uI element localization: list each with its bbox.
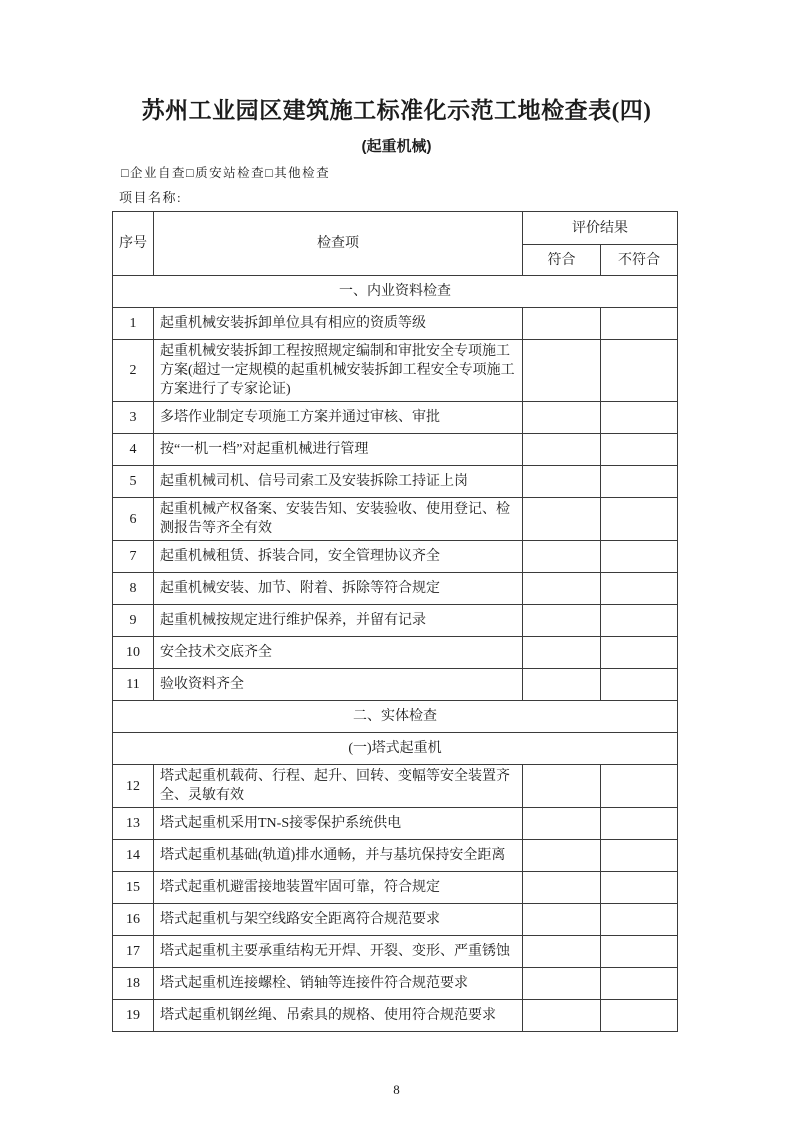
checklist-table bbox=[112, 211, 678, 1032]
pass-cell bbox=[523, 936, 601, 968]
page-title: 苏州工业园区建筑施工标准化示范工地检查表(四) bbox=[141, 98, 652, 123]
section-label: (一)塔式起重机 bbox=[113, 733, 678, 765]
checklist-header bbox=[113, 212, 678, 276]
header-result: 评价结果 bbox=[523, 212, 678, 245]
page-number: 8 bbox=[393, 1082, 400, 1097]
item-text: 起重机械安装、加节、附着、拆除等符合规定 bbox=[154, 573, 523, 605]
item-text: 塔式起重机主要承重结构无开焊、开裂、变形、严重锈蚀 bbox=[154, 936, 523, 968]
fail-cell bbox=[601, 669, 678, 701]
item-text: 塔式起重机与架空线路安全距离符合规范要求 bbox=[154, 904, 523, 936]
item-number: 15 bbox=[113, 872, 154, 904]
item-number: 4 bbox=[113, 434, 154, 466]
fail-cell bbox=[601, 434, 678, 466]
item-row bbox=[113, 765, 678, 808]
item-row bbox=[113, 669, 678, 701]
item-row bbox=[113, 808, 678, 840]
item-text: 塔式起重机钢丝绳、吊索具的规格、使用符合规范要求 bbox=[154, 1000, 523, 1032]
pass-cell bbox=[523, 402, 601, 434]
item-number: 2 bbox=[113, 340, 154, 402]
item-text: 验收资料齐全 bbox=[154, 669, 523, 701]
header-fail: 不符合 bbox=[601, 245, 678, 276]
item-number: 6 bbox=[113, 498, 154, 541]
item-number: 10 bbox=[113, 637, 154, 669]
item-text: 起重机械租赁、拆装合同，安全管理协议齐全 bbox=[154, 541, 523, 573]
item-number: 17 bbox=[113, 936, 154, 968]
section-row bbox=[113, 701, 678, 733]
fail-cell bbox=[601, 637, 678, 669]
item-row bbox=[113, 936, 678, 968]
item-row bbox=[113, 402, 678, 434]
item-number: 11 bbox=[113, 669, 154, 701]
item-number: 19 bbox=[113, 1000, 154, 1032]
fail-cell bbox=[601, 1000, 678, 1032]
pass-cell bbox=[523, 340, 601, 402]
item-row bbox=[113, 498, 678, 541]
item-row bbox=[113, 840, 678, 872]
item-text: 多塔作业制定专项施工方案并通过审核、审批 bbox=[154, 402, 523, 434]
item-row bbox=[113, 573, 678, 605]
item-text: 塔式起重机避雷接地装置牢固可靠，符合规定 bbox=[154, 872, 523, 904]
fail-cell bbox=[601, 340, 678, 402]
pass-cell bbox=[523, 434, 601, 466]
pass-cell bbox=[523, 840, 601, 872]
fail-cell bbox=[601, 872, 678, 904]
pass-cell bbox=[523, 765, 601, 808]
item-number: 12 bbox=[113, 765, 154, 808]
pass-cell bbox=[523, 808, 601, 840]
check-type-options: □企业自查□质安站检查□其他检查 bbox=[121, 166, 331, 180]
section-row bbox=[113, 276, 678, 308]
section-row bbox=[113, 733, 678, 765]
fail-cell bbox=[601, 904, 678, 936]
item-row bbox=[113, 904, 678, 936]
item-text: 塔式起重机载荷、行程、起升、回转、变幅等安全装置齐全、灵敏有效 bbox=[154, 765, 523, 808]
fail-cell bbox=[601, 808, 678, 840]
fail-cell bbox=[601, 402, 678, 434]
item-number: 8 bbox=[113, 573, 154, 605]
fail-cell bbox=[601, 765, 678, 808]
pass-cell bbox=[523, 573, 601, 605]
fail-cell bbox=[601, 968, 678, 1000]
item-text: 按“一机一档”对起重机械进行管理 bbox=[154, 434, 523, 466]
item-text: 安全技术交底齐全 bbox=[154, 637, 523, 669]
page-subtitle: (起重机械) bbox=[361, 138, 432, 155]
pass-cell bbox=[523, 904, 601, 936]
pass-cell bbox=[523, 498, 601, 541]
fail-cell bbox=[601, 498, 678, 541]
header-pass: 符合 bbox=[523, 245, 601, 276]
item-row bbox=[113, 1000, 678, 1032]
pass-cell bbox=[523, 872, 601, 904]
item-number: 13 bbox=[113, 808, 154, 840]
item-row bbox=[113, 872, 678, 904]
item-text: 塔式起重机连接螺栓、销轴等连接件符合规范要求 bbox=[154, 968, 523, 1000]
item-number: 5 bbox=[113, 466, 154, 498]
item-row bbox=[113, 541, 678, 573]
pass-cell bbox=[523, 669, 601, 701]
pass-cell bbox=[523, 637, 601, 669]
pass-cell bbox=[523, 1000, 601, 1032]
item-text: 起重机械安装拆卸工程按照规定编制和审批安全专项施工方案(超过一定规模的起重机械安装拆卸工程安全专项施工方案进行了专家论证) bbox=[154, 340, 523, 402]
item-number: 14 bbox=[113, 840, 154, 872]
item-row bbox=[113, 308, 678, 340]
pass-cell bbox=[523, 605, 601, 637]
section-label: 一、内业资料检查 bbox=[113, 276, 678, 308]
item-text: 塔式起重机采用TN-S接零保护系统供电 bbox=[154, 808, 523, 840]
pass-cell bbox=[523, 541, 601, 573]
fail-cell bbox=[601, 466, 678, 498]
item-number: 16 bbox=[113, 904, 154, 936]
fail-cell bbox=[601, 541, 678, 573]
item-row bbox=[113, 605, 678, 637]
item-row bbox=[113, 340, 678, 402]
item-number: 1 bbox=[113, 308, 154, 340]
pass-cell bbox=[523, 466, 601, 498]
item-row bbox=[113, 968, 678, 1000]
item-text: 起重机械安装拆卸单位具有相应的资质等级 bbox=[154, 308, 523, 340]
fail-cell bbox=[601, 308, 678, 340]
item-row bbox=[113, 434, 678, 466]
item-text: 起重机械按规定进行维护保养，并留有记录 bbox=[154, 605, 523, 637]
checklist-body bbox=[113, 276, 678, 1032]
header-row-top bbox=[113, 212, 678, 245]
item-number: 9 bbox=[113, 605, 154, 637]
item-row bbox=[113, 637, 678, 669]
item-row bbox=[113, 466, 678, 498]
item-number: 3 bbox=[113, 402, 154, 434]
header-item: 检查项 bbox=[154, 212, 523, 276]
fail-cell bbox=[601, 936, 678, 968]
header-index: 序号 bbox=[113, 212, 154, 276]
item-text: 塔式起重机基础(轨道)排水通畅，并与基坑保持安全距离 bbox=[154, 840, 523, 872]
item-text: 起重机械司机、信号司索工及安装拆除工持证上岗 bbox=[154, 466, 523, 498]
fail-cell bbox=[601, 573, 678, 605]
project-name-label: 项目名称: bbox=[119, 190, 183, 205]
item-number: 18 bbox=[113, 968, 154, 1000]
fail-cell bbox=[601, 605, 678, 637]
item-number: 7 bbox=[113, 541, 154, 573]
item-text: 起重机械产权备案、安装告知、安装验收、使用登记、检测报告等齐全有效 bbox=[154, 498, 523, 541]
pass-cell bbox=[523, 968, 601, 1000]
fail-cell bbox=[601, 840, 678, 872]
section-label: 二、实体检查 bbox=[113, 701, 678, 733]
pass-cell bbox=[523, 308, 601, 340]
